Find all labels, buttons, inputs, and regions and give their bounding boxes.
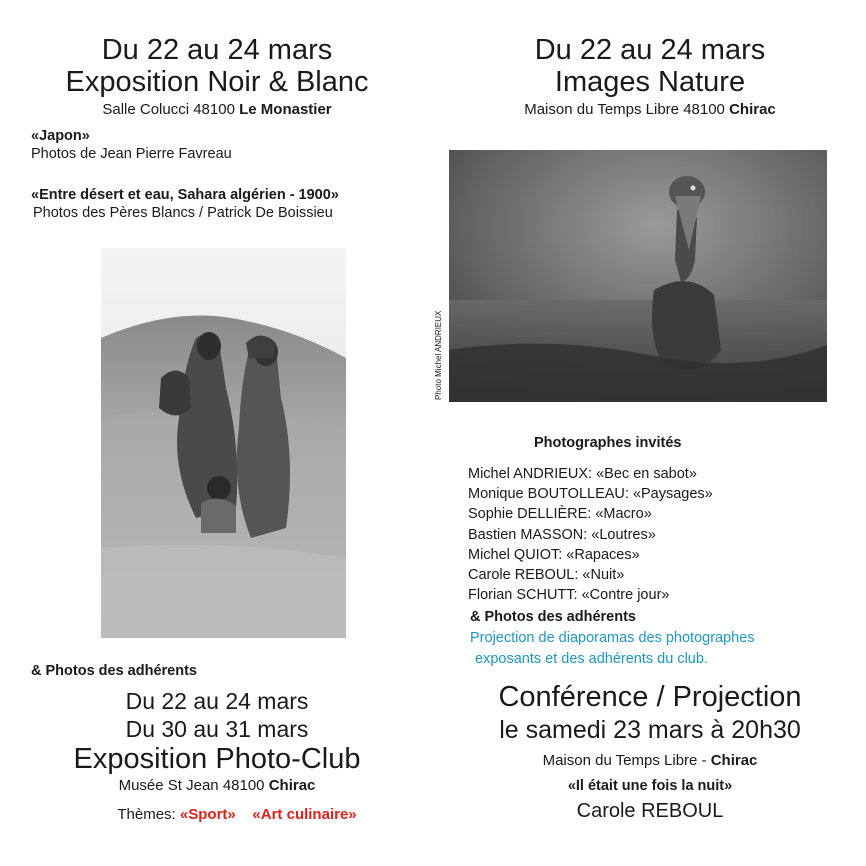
theme-sport: «Sport» bbox=[179, 806, 236, 823]
club-dates-line1: Du 22 au 24 mars bbox=[125, 688, 309, 714]
left-title bbox=[0, 34, 434, 98]
guests-list bbox=[468, 464, 713, 605]
sahara-credit: Photos des Pères Blancs / Patrick De Boissieu bbox=[33, 205, 333, 221]
photo-credit: Photo Michel ANDRIEUX bbox=[434, 310, 443, 400]
conference-title-line1: Conférence / Projection bbox=[498, 681, 802, 713]
themes-label: Thèmes: bbox=[117, 806, 180, 823]
japon-block bbox=[31, 127, 232, 163]
sahara-block bbox=[31, 186, 339, 222]
left-venue bbox=[0, 101, 434, 119]
right-venue bbox=[434, 101, 866, 119]
club-venue-town: Chirac bbox=[268, 777, 316, 794]
projection-line1: Projection de diaporamas des photographes bbox=[470, 630, 755, 646]
club-venue bbox=[0, 777, 434, 795]
talk-title: «Il était une fois la nuit» bbox=[567, 778, 733, 794]
list-item: Sophie DELLIÈRE: «Macro» bbox=[468, 506, 652, 523]
right-title-dates: Du 22 au 24 mars bbox=[534, 34, 766, 66]
japon-title: «Japon» bbox=[31, 128, 90, 144]
club-dates-line2: Du 30 au 31 mars bbox=[125, 716, 309, 742]
right-title bbox=[434, 34, 866, 98]
right-adherents: & Photos des adhérents bbox=[470, 609, 636, 625]
left-title-event: Exposition Noir & Blanc bbox=[65, 66, 369, 98]
right-title-event: Images Nature bbox=[554, 66, 746, 98]
bird-photo bbox=[449, 150, 827, 402]
club-venue-address: Musée St Jean 48100 bbox=[118, 777, 269, 794]
japon-credit: Photos de Jean Pierre Favreau bbox=[31, 146, 232, 162]
speaker-name: Carole REBOUL bbox=[576, 800, 724, 822]
sahara-title: «Entre désert et eau, Sahara algérien - 1900» bbox=[31, 187, 339, 203]
list-item: Michel QUIOT: «Rapaces» bbox=[468, 546, 640, 563]
list-item: Michel ANDRIEUX: «Bec en sabot» bbox=[468, 466, 697, 482]
right-venue-town: Chirac bbox=[729, 101, 776, 118]
theme-art-culinaire: «Art culinaire» bbox=[252, 806, 357, 823]
left-venue-town: Le Monastier bbox=[239, 101, 332, 118]
club-dates bbox=[0, 687, 434, 743]
guests-heading: Photographes invités bbox=[534, 435, 682, 451]
club-title: Exposition Photo-Club bbox=[73, 743, 361, 775]
conference-venue-town: Chirac bbox=[710, 752, 758, 769]
list-item: Florian SCHUTT: «Contre jour» bbox=[468, 587, 670, 604]
conference-venue bbox=[434, 752, 866, 770]
club-themes bbox=[0, 806, 474, 824]
left-adherents: & Photos des adhérents bbox=[31, 663, 197, 679]
conference-title bbox=[434, 681, 866, 747]
list-item: Carole REBOUL: «Nuit» bbox=[468, 567, 625, 584]
list-item: Monique BOUTOLLEAU: «Paysages» bbox=[468, 486, 713, 503]
conference-date: le samedi 23 mars à 20h30 bbox=[499, 716, 801, 744]
projection-line2: exposants et des adhérents du club. bbox=[475, 651, 708, 667]
projection-note bbox=[470, 628, 755, 670]
left-venue-address: Salle Colucci 48100 bbox=[102, 101, 240, 118]
right-venue-address: Maison du Temps Libre 48100 bbox=[524, 101, 730, 118]
conference-venue-address: Maison du Temps Libre - bbox=[542, 752, 711, 769]
sahara-photo bbox=[101, 248, 346, 638]
list-item: Bastien MASSON: «Loutres» bbox=[468, 526, 656, 543]
left-title-dates: Du 22 au 24 mars bbox=[101, 34, 333, 66]
